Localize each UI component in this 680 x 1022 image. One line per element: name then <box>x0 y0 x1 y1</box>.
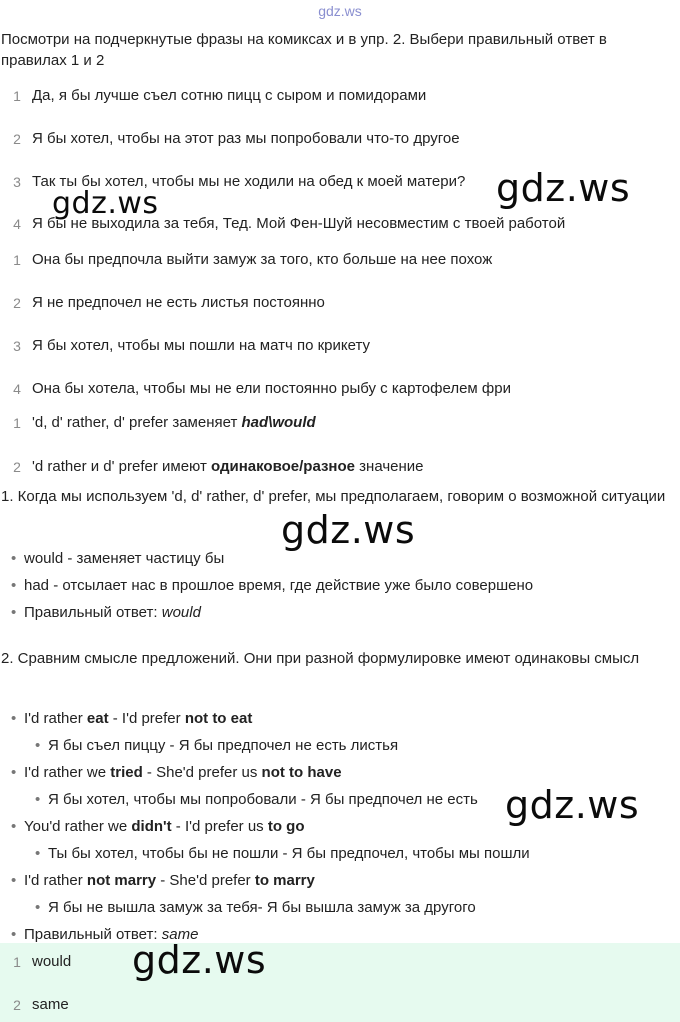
phrase: - I'd prefer us <box>171 818 268 835</box>
key-phrase: to marry <box>254 872 315 889</box>
rule-choice: had\would <box>241 414 316 431</box>
rule-item <box>0 411 680 435</box>
item-text: Так ты бы хотел, чтобы мы не ходили на обед к моей матери? <box>32 173 466 190</box>
item-number: 1 <box>13 415 21 431</box>
watermark: gdz.ws <box>52 186 159 221</box>
bullet-item: • had - отсылает нас в прошлое время, где действие уже было совершено <box>24 575 533 597</box>
item-text: Я не предпочел не есть листья постоянно <box>32 294 325 311</box>
phrase: - She'd prefer <box>156 872 255 889</box>
rule-choice: одинаковое/разное <box>211 458 355 475</box>
phrase: You'd rather we <box>24 818 132 835</box>
item-number: 3 <box>13 338 21 354</box>
bullet-item <box>24 708 252 730</box>
list-item <box>0 291 680 315</box>
rule-text-pre: 'd rather и d' prefer имеют <box>32 458 211 475</box>
phrase: I'd rather we <box>24 764 111 781</box>
watermark: gdz.ws <box>281 508 416 552</box>
item-text: Я бы хотел, чтобы мы пошли на матч по крикету <box>32 337 370 354</box>
item-number: 2 <box>13 131 21 147</box>
rule-text <box>32 411 680 435</box>
rule-text-post: значение <box>355 458 424 475</box>
watermark: gdz.ws <box>505 783 640 827</box>
key-phrase: tried <box>110 764 143 781</box>
sub-bullet-item: • Я бы съел пиццу - Я бы предпочел не есть листья <box>48 735 398 757</box>
item-text: Она бы предпочла выйти замуж за того, кто больше на нее похож <box>32 251 493 268</box>
list-item <box>0 377 680 401</box>
site-header-link[interactable]: gdz.ws <box>318 3 362 19</box>
list-item <box>0 248 680 272</box>
item-number: 4 <box>13 381 21 397</box>
item-number: 2 <box>13 997 21 1013</box>
answer-label: Правильный ответ: <box>24 926 162 943</box>
sub-bullet-item: • Я бы не вышла замуж за тебя- Я бы вышла замуж за другого <box>48 897 476 919</box>
key-phrase: not marry <box>86 872 157 889</box>
answer-text: would <box>32 953 72 970</box>
key-phrase: eat <box>86 710 109 727</box>
answer-item <box>0 993 680 1017</box>
task-instruction: Посмотри на подчеркнутые фразы на комиксах и в упр. 2. Выбери правильный ответ в правилах 1 и 2 <box>1 31 607 69</box>
phrase: - I'd prefer <box>108 710 185 727</box>
bullet-item: • would - заменяет частицу бы <box>24 548 224 570</box>
key-phrase: to go <box>267 818 305 835</box>
rule-item <box>0 455 680 479</box>
sub-bullet-item: • Я бы хотел, чтобы мы попробовали - Я бы предпочел не есть <box>48 789 478 811</box>
list-item <box>0 84 680 108</box>
item-text: Я бы хотел, чтобы на этот раз мы попробовали что-то другое <box>32 130 460 147</box>
item-number: 1 <box>13 88 21 104</box>
list-item <box>0 334 680 358</box>
answer-item <box>0 950 680 974</box>
bullet-item <box>24 602 201 624</box>
watermark: gdz.ws <box>496 166 631 210</box>
explanation-heading: 2. Сравним смысле предложений. Они при разной формулировке имеют одинаковы смысл <box>1 650 640 667</box>
key-phrase: not to have <box>261 764 342 781</box>
item-text: Я бы не выходила за тебя, Тед. Мой Фен-Шуй несовместим с твоей работой <box>32 215 566 232</box>
list-item <box>0 127 680 151</box>
answer-value: same <box>161 926 199 943</box>
explanation-heading: 1. Когда мы используем 'd, d' rather, d' prefer, мы предполагаем, говорим о возможной ситуации <box>1 488 666 505</box>
sub-bullet-item: • Ты бы хотел, чтобы бы не пошли - Я бы предпочел, чтобы мы пошли <box>48 843 530 865</box>
rule-text-pre: 'd, d' rather, d' prefer заменяет <box>32 414 242 431</box>
item-text: Она бы хотела, чтобы мы не ели постоянно рыбу с картофелем фри <box>32 380 511 397</box>
item-number: 3 <box>13 174 21 190</box>
watermark: gdz.ws <box>132 938 267 982</box>
phrase: - She'd prefer us <box>142 764 262 781</box>
item-number: 1 <box>13 954 21 970</box>
item-number: 4 <box>13 216 21 232</box>
key-phrase: didn't <box>131 818 172 835</box>
rule-text <box>32 455 680 479</box>
key-phrase: not to eat <box>184 710 253 727</box>
item-number: 1 <box>13 252 21 268</box>
answer-text: same <box>32 996 69 1013</box>
bullet-item <box>24 816 305 838</box>
item-number: 2 <box>13 295 21 311</box>
phrase: I'd rather <box>24 872 87 889</box>
bullet-item <box>24 870 315 892</box>
item-number: 2 <box>13 459 21 475</box>
phrase: I'd rather <box>24 710 87 727</box>
answer-label: Правильный ответ: <box>24 604 162 621</box>
bullet-item <box>24 762 342 784</box>
answer-value: would <box>161 604 201 621</box>
item-text: Да, я бы лучше съел сотню пицц с сыром и помидорами <box>32 87 427 104</box>
answers-panel <box>0 943 680 1022</box>
